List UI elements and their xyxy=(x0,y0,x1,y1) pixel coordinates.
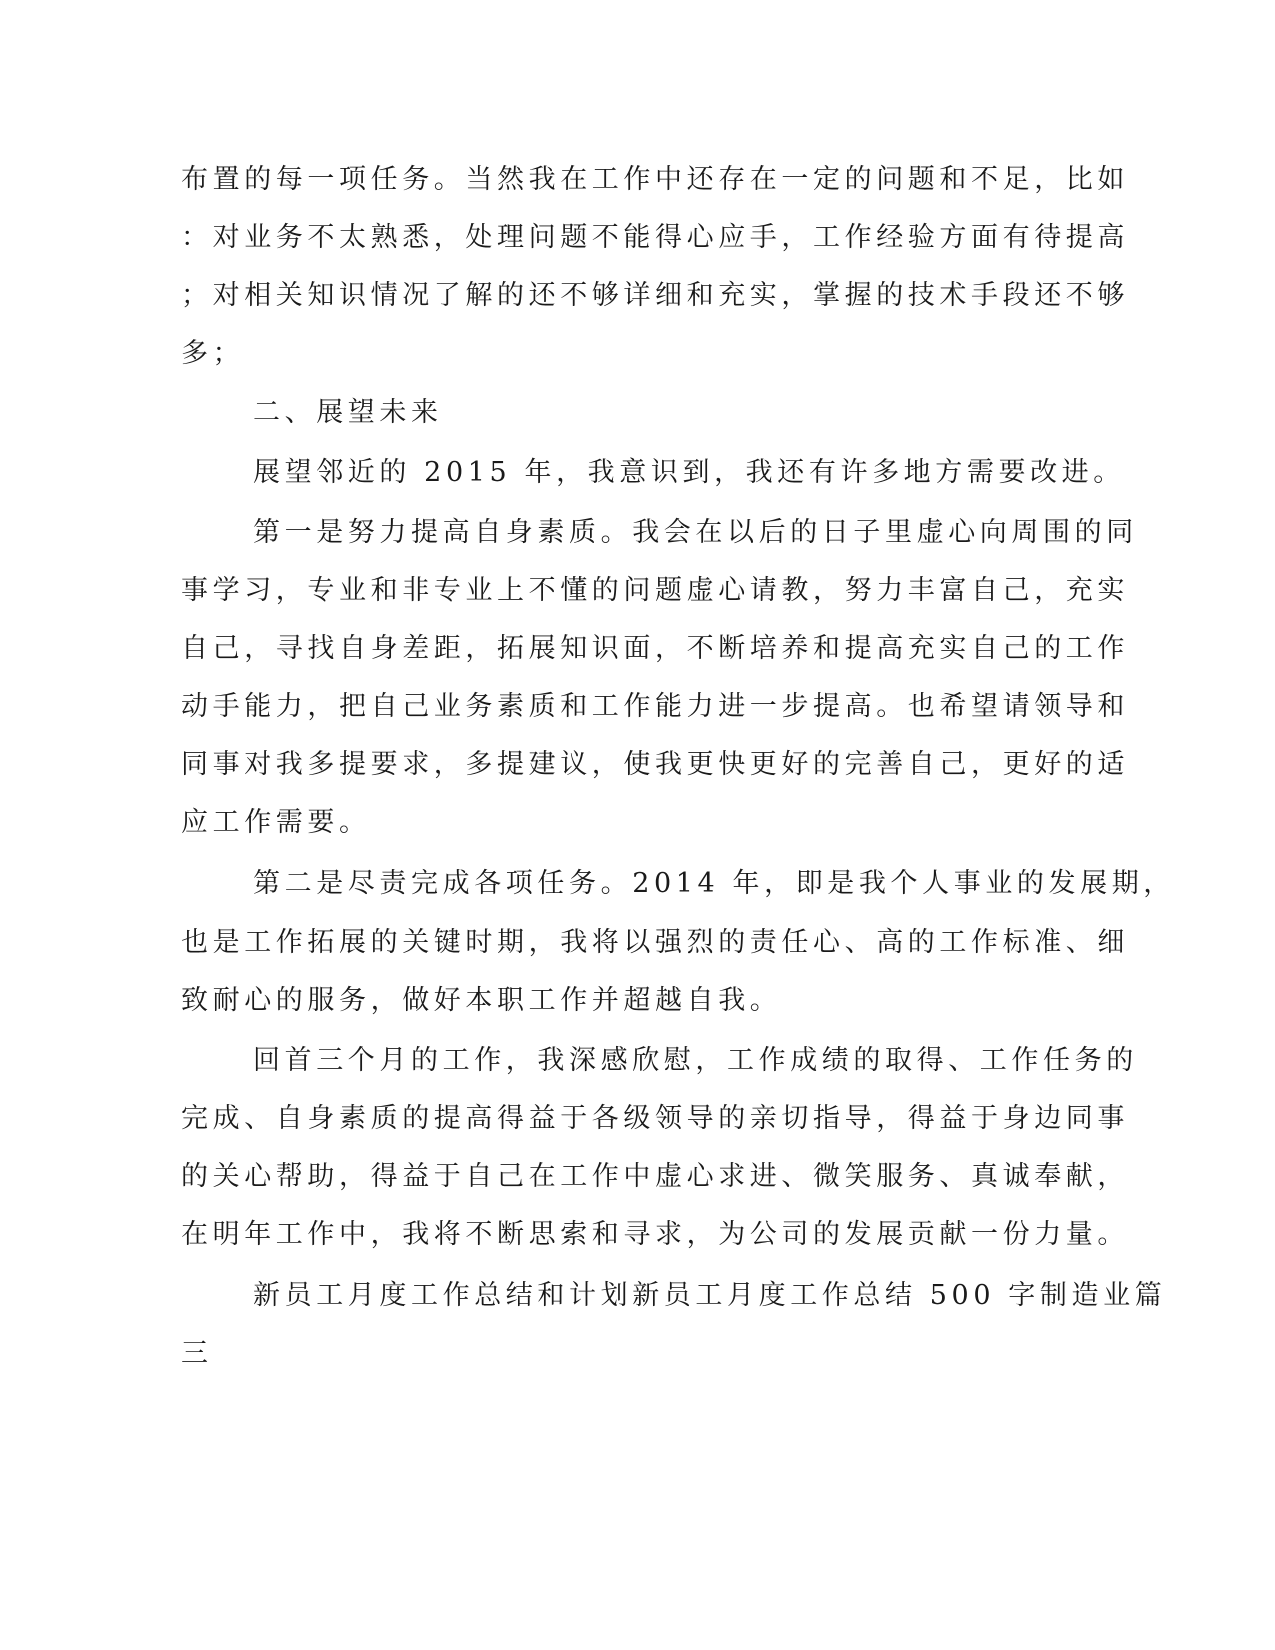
body-text-line: 的关心帮助，得益于自己在工作中虚心求进、微笑服务、真诚奉献， xyxy=(181,1161,1129,1192)
body-text-line: 多； xyxy=(181,338,245,369)
body-text-line: 动手能力，把自己业务素质和工作能力进一步提高。也希望请领导和 xyxy=(181,691,1129,722)
paragraph-first-line: 第二是尽责完成各项任务。2014 年，即是我个人事业的发展期， xyxy=(253,868,1175,899)
body-text-line: 展望邻近的 2015 年，我意识到，我还有许多地方需要改进。 xyxy=(253,457,1125,488)
body-text-line: ；对相关知识情况了解的还不够详细和充实，掌握的技术手段还不够 xyxy=(181,280,1129,311)
body-text-line: ：对业务不太熟悉，处理问题不能得心应手，工作经验方面有待提高 xyxy=(181,222,1129,253)
body-text-line: 自己，寻找自身差距，拓展知识面，不断培养和提高充实自己的工作 xyxy=(181,633,1129,664)
body-text-line: 同事对我多提要求，多提建议，使我更快更好的完善自己，更好的适 xyxy=(181,749,1129,780)
body-text-line: 完成、自身素质的提高得益于各级领导的亲切指导，得益于身边同事 xyxy=(181,1103,1129,1134)
paragraph-first-line: 回首三个月的工作，我深感欣慰，工作成绩的取得、工作任务的 xyxy=(253,1045,1138,1076)
body-text-line: 布置的每一项任务。当然我在工作中还存在一定的问题和不足，比如 xyxy=(181,164,1129,195)
body-text-line: 也是工作拓展的关键时期，我将以强烈的责任心、高的工作标准、细 xyxy=(181,927,1129,958)
body-text-line: 应工作需要。 xyxy=(181,807,371,838)
body-text-line: 在明年工作中，我将不断思索和寻求，为公司的发展贡献一份力量。 xyxy=(181,1219,1129,1250)
section-heading: 二、展望未来 xyxy=(253,397,443,428)
body-text-line: 三 xyxy=(181,1338,213,1369)
paragraph-first-line: 新员工月度工作总结和计划新员工月度工作总结 500 字制造业篇 xyxy=(253,1280,1167,1311)
paragraph-first-line: 第一是努力提高自身素质。我会在以后的日子里虚心向周围的同 xyxy=(253,517,1138,548)
body-text-line: 事学习，专业和非专业上不懂的问题虚心请教，努力丰富自己，充实 xyxy=(181,575,1129,606)
body-text-line: 致耐心的服务，做好本职工作并超越自我。 xyxy=(181,985,782,1016)
